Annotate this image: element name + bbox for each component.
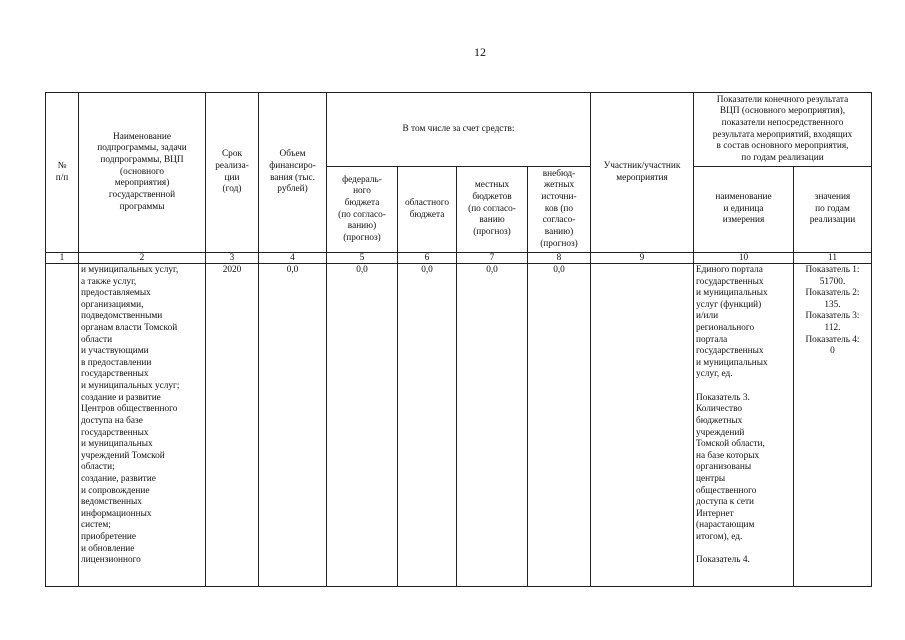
header-federal: федераль- ного бюджета (по согласо- ванию) (прогноз) xyxy=(327,167,398,253)
header-local: местных бюджетов (по согласо- ванию (прогноз) xyxy=(457,167,528,253)
column-number: 4 xyxy=(259,253,327,264)
column-number: 9 xyxy=(591,253,694,264)
column-number: 1 xyxy=(46,253,79,264)
header-indicator-values: значения по годам реализации xyxy=(794,167,872,253)
header-num: № п/п xyxy=(46,93,79,253)
header-participant: Участник/участник мероприятия xyxy=(591,93,694,253)
row-term: 2020 xyxy=(206,264,259,587)
column-number: 3 xyxy=(206,253,259,264)
column-number: 5 xyxy=(327,253,398,264)
program-table xyxy=(45,92,872,587)
row-indicator-values: Показатель 1: 51700. Показатель 2: 135. Показатель 3: 112. Показатель 4: 0 xyxy=(794,264,872,587)
row-regional: 0,0 xyxy=(398,264,457,587)
row-volume: 0,0 xyxy=(259,264,327,587)
header-sources: В том числе за счет средств: xyxy=(327,93,591,167)
column-number: 7 xyxy=(457,253,528,264)
column-number: 6 xyxy=(398,253,457,264)
page-number: 12 xyxy=(474,45,486,59)
header-indicator-name: наименование и единица измерения xyxy=(694,167,794,253)
header-indicators: Показатели конечного результата ВЦП (основного мероприятия), показатели непосредственного результата мероприятий, входящих в состав основного мероприятия, по годам реализации xyxy=(694,93,872,167)
header-regional: областного бюджета xyxy=(398,167,457,253)
row-name: и муниципальных услуг, а также услуг, предоставляемых организациями, подведомственными органам власти Томской области и участвующими в предоставлении государственных и муниципальных услуг; создание и развитие Центров общественного доступа на базе государственных и муниципальных учреждений Томской области; создание, развитие и сопровождение ведомственных информационных систем; приобретение и обновление лицензионного xyxy=(79,264,206,587)
header-extra: внебюд- жетных источни- ков (по согласо- ванию) (прогноз) xyxy=(528,167,591,253)
column-number: 2 xyxy=(79,253,206,264)
row-extra: 0,0 xyxy=(528,264,591,587)
column-number: 8 xyxy=(528,253,591,264)
row-num xyxy=(46,264,79,587)
row-federal: 0,0 xyxy=(327,264,398,587)
column-number: 10 xyxy=(694,253,794,264)
column-number-row xyxy=(46,253,872,264)
header-name: Наименование подпрограммы, задачи подпрограммы, ВЦП (основного мероприятия) государственной программы xyxy=(79,93,206,253)
row-indicator-name: Единого портала государственных и муниципальных услуг (функций) и/или регионального портала государственных и муниципальных услуг, ед. Показатель 3. Количество бюджетных учреждений Томской области, на базе которых организованы центры общественного доступа к сети Интернет (нарастающим итогом), ед. Показатель 4. xyxy=(694,264,794,587)
row-local: 0,0 xyxy=(457,264,528,587)
header-volume: Объем финансиро- вания (тыс. рублей) xyxy=(259,93,327,253)
column-number: 11 xyxy=(794,253,872,264)
header-term: Срок реализа- ции (год) xyxy=(206,93,259,253)
row-participant xyxy=(591,264,694,587)
table-row xyxy=(46,264,872,587)
